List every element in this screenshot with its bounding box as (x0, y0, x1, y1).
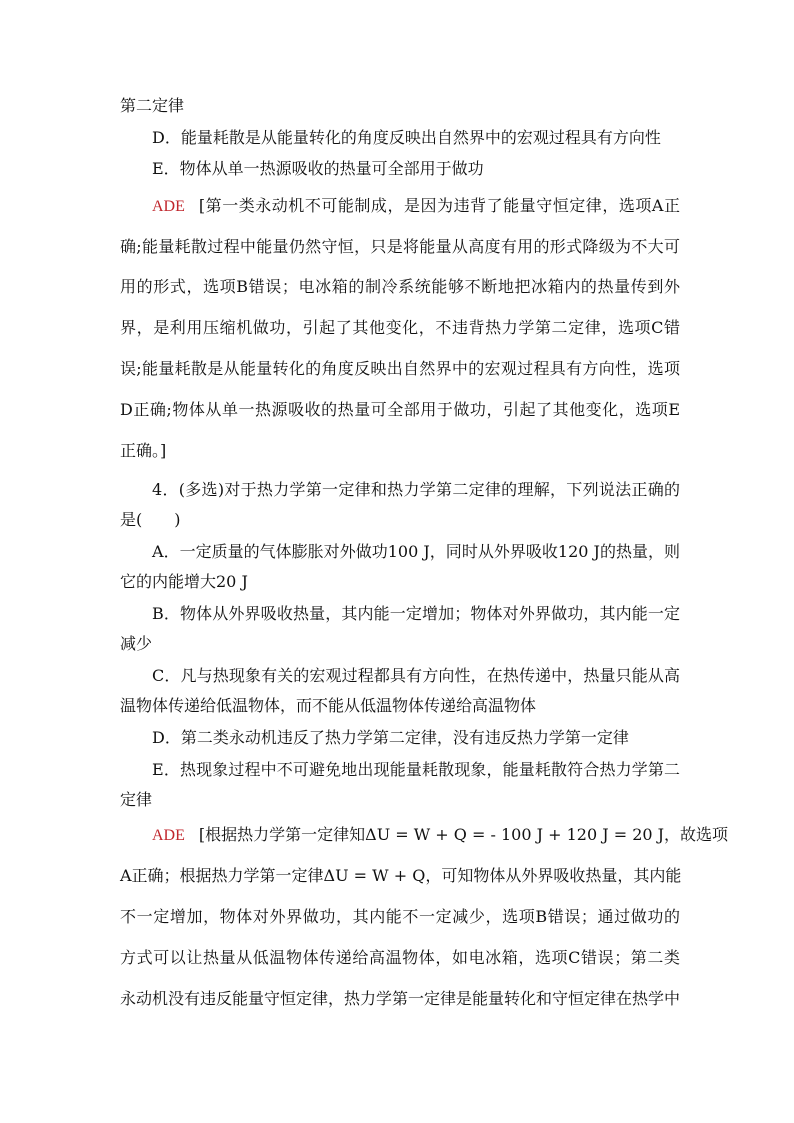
q4-explanation-line-4: 方式可以让热量从低温物体传递给高温物体，如电冰箱，选项C错误；第二类 (120, 948, 680, 967)
q4-answer-letters: ADE (152, 827, 185, 844)
q4-answer-line-1 (152, 825, 729, 846)
q3-explanation-line-6: D正确;物体从单一热源吸收的热量可全部用于做功，引起了其他变化，选项E (120, 400, 680, 419)
q4-option-b-line-2: 减少 (120, 634, 153, 653)
q4-explanation-line-3: 不一定增加，物体对外界做功，其内能不一定减少，选项B错误；通过做功的 (120, 907, 680, 926)
q3-explanation-line-1: [第一类永动机不可能制成，是因为违背了能量守恒定律，选项A正 (198, 196, 680, 215)
q4-option-a-line-2: 它的内能增大20 J (120, 572, 248, 591)
q3-explanation-line-4: 界，是利用压缩机做功，引起了其他变化，不违背热力学第二定律，选项C错 (120, 318, 680, 337)
q3-option-d: D．能量耗散是从能量转化的角度反映出自然界中的宏观过程具有方向性 (152, 128, 661, 147)
q3-explanation-line-7: 正确。] (120, 441, 167, 460)
q3-option-e: E．物体从单一热源吸收的热量可全部用于做功 (152, 159, 484, 178)
q4-explanation-line-5: 永动机没有违反能量守恒定律，热力学第一定律是能量转化和守恒定律在热学中 (120, 989, 681, 1008)
q3-explanation-line-2: 确;能量耗散过程中能量仍然守恒，只是将能量从高度有用的形式降级为不大可 (120, 237, 680, 256)
q4-option-c-line-2: 温物体传递给低温物体，而不能从低温物体传递给高温物体 (120, 696, 537, 715)
q4-option-a-line-1: A．一定质量的气体膨胀对外做功100 J，同时从外界吸收120 J的热量，则 (152, 542, 680, 561)
prev-option-tail: 第二定律 (120, 96, 185, 115)
q4-option-c-line-1: C．凡与热现象有关的宏观过程都具有方向性，在热传递中，热量只能从高 (152, 666, 680, 685)
q3-answer-line-1 (152, 196, 680, 217)
q3-answer-letters: ADE (152, 198, 185, 215)
q4-stem-line-1: 4．(多选)对于热力学第一定律和热力学第二定律的理解，下列说法正确的 (152, 480, 680, 499)
q4-option-b-line-1: B．物体从外界吸收热量，其内能一定增加；物体对外界做功，其内能一定 (152, 604, 680, 623)
q4-option-d: D．第二类永动机违反了热力学第二定律，没有违反热力学第一定律 (152, 728, 629, 747)
q4-explanation-line-1: [根据热力学第一定律知ΔU = W + Q = - 100 J + 120 J = 20 J，故选项 (198, 825, 729, 844)
q3-explanation-line-3: 用的形式，选项B错误；电冰箱的制冷系统能够不断地把冰箱内的热量传到外 (120, 277, 680, 296)
q4-option-e-line-1: E．热现象过程中不可避免地出现能量耗散现象，能量耗散符合热力学第二 (152, 760, 680, 779)
q4-stem-line-2: 是( ) (120, 510, 181, 529)
q4-explanation-line-2: A正确；根据热力学第一定律ΔU = W + Q，可知物体从外界吸收热量，其内能 (120, 866, 682, 885)
q4-option-e-line-2: 定律 (120, 790, 153, 809)
q3-explanation-line-5: 误;能量耗散是从能量转化的角度反映出自然界中的宏观过程具有方向性，选项 (120, 359, 680, 378)
